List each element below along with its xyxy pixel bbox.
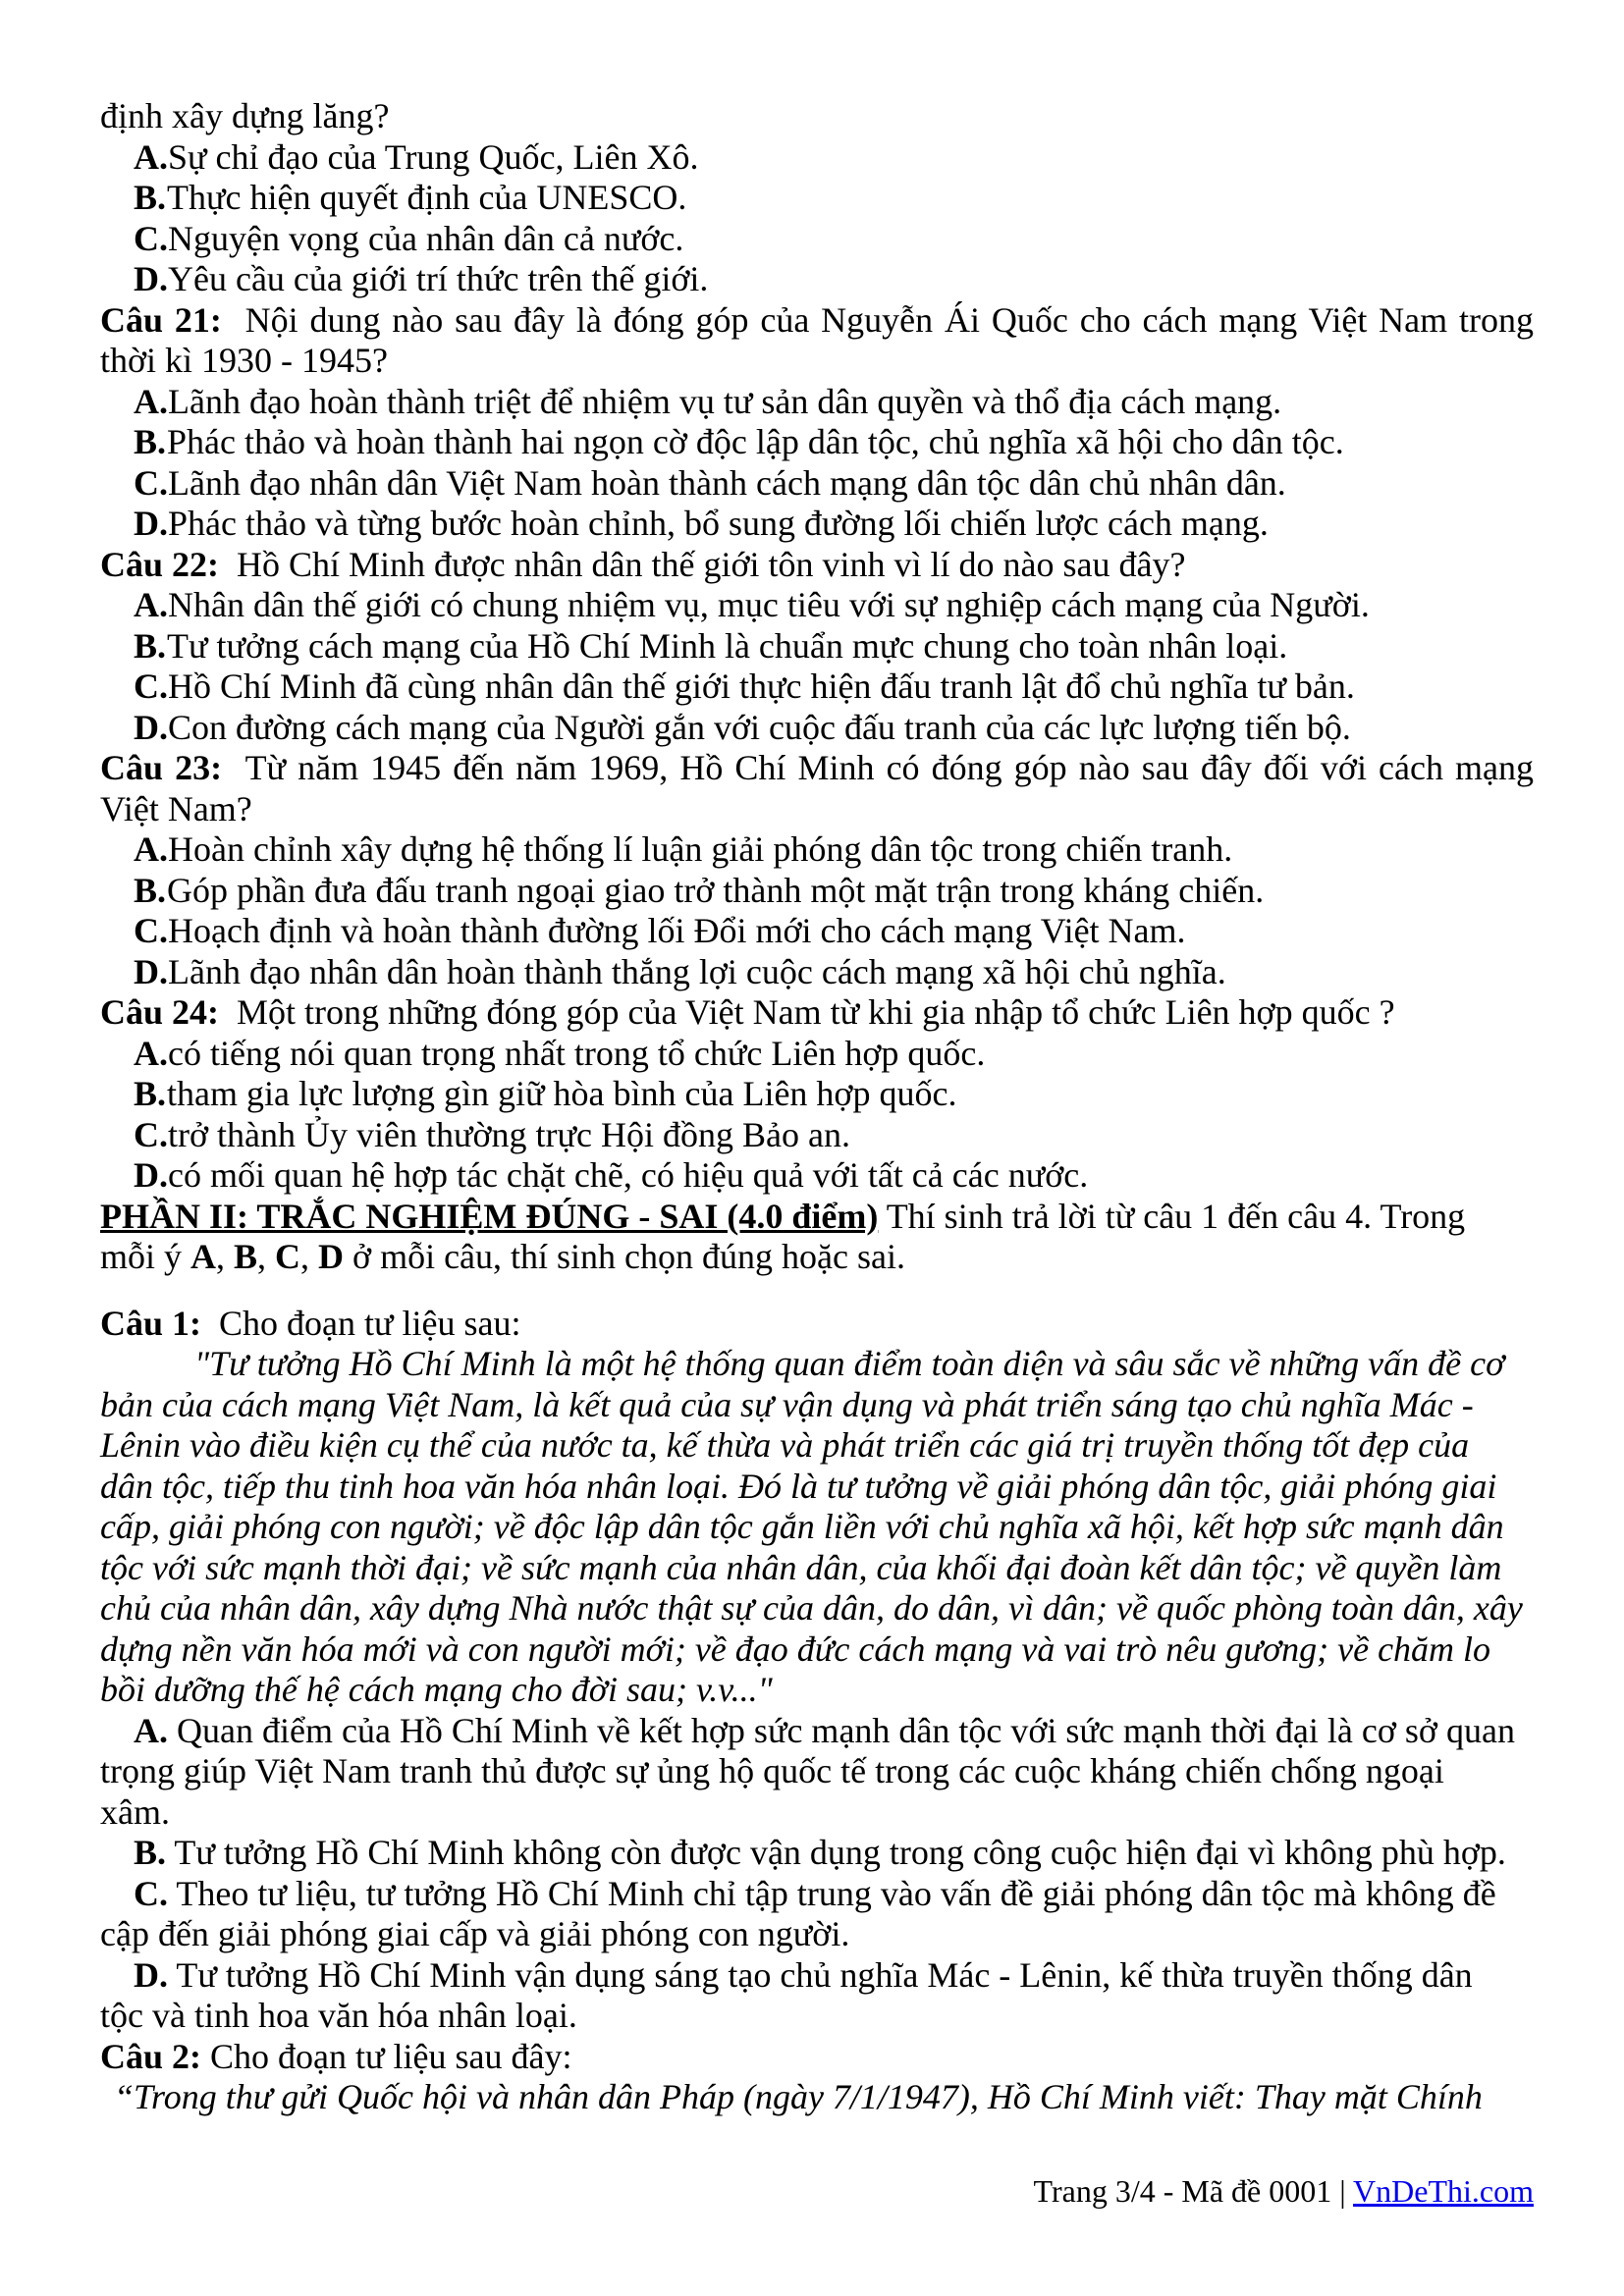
option-text: Con đường cách mạng của Người gắn với cuộc đấu tranh của các lực lượng tiến bộ. [168, 707, 1351, 747]
question-text: Hồ Chí Minh được nhân dân thế giới tôn vinh vì lí do nào sau đây? [237, 544, 1186, 584]
part2-heading [100, 1197, 1534, 1238]
letter-c: C [275, 1237, 301, 1276]
separator: , [216, 1237, 235, 1276]
statement-text: Theo tư liệu, tư tưởng Hồ Chí Minh chỉ tập trung vào vấn đề giải phóng dân tộc mà không đề [168, 1873, 1496, 1913]
letter-d: D [318, 1237, 345, 1276]
instruction-text: ở mỗi câu, thí sinh chọn đúng hoặc sai. [344, 1237, 905, 1276]
option-letter: A. [134, 136, 168, 177]
statement-letter: C. [134, 1873, 168, 1913]
exam-page [100, 96, 1534, 2118]
question-label: Câu 23: [100, 748, 223, 787]
q23-stem-line1 [100, 748, 1534, 789]
c1-statement-a-cont: xâm. [100, 1791, 170, 1832]
question-label: Câu 2: [100, 2036, 202, 2076]
separator: , [257, 1237, 276, 1276]
c1-quote-line: bản của cách mạng Việt Nam, là kết quả của sự vận dụng và phát triển sáng tạo chủ nghĩa Mác - [100, 1384, 1474, 1424]
option-letter: C. [134, 462, 168, 503]
q24-option-a [100, 1034, 1534, 1075]
option-letter: C. [134, 218, 168, 258]
c1-stem [100, 1304, 1534, 1345]
q20-option-c [100, 219, 1534, 260]
option-text: Nhân dân thế giới có chung nhiệm vụ, mục tiêu với sự nghiệp cách mạng của Người. [168, 585, 1370, 624]
q21-option-b [100, 422, 1534, 463]
option-letter: D. [134, 951, 168, 991]
statement-text: Tư tưởng Hồ Chí Minh vận dụng sáng tạo chủ nghĩa Mác - Lênin, kế thừa truyền thống dân [168, 1954, 1473, 1995]
option-text: Góp phần đưa đấu tranh ngoại giao trở thành một mặt trận trong kháng chiến. [167, 870, 1265, 910]
q22-option-a [100, 585, 1534, 626]
option-letter: A. [134, 381, 168, 421]
c1-statement-b [100, 1833, 1534, 1874]
question-text: Cho đoạn tư liệu sau: [219, 1303, 521, 1343]
option-letter: B. [134, 422, 167, 461]
c1-quote-line: dân tộc, tiếp thu tinh hoa văn hóa nhân loại. Đó là tư tưởng về giải phóng dân tộc, giải phóng giai [100, 1466, 1497, 1506]
c1-quote-line: Lênin vào điều kiện cụ thể của nước ta, kế thừa và phát triển các giá trị truyền thống tốt đẹp của [100, 1425, 1470, 1465]
c1-quote-line: cấp, giải phóng con người; về độc lập dân tộc gắn liền với chủ nghĩa xã hội, kết hợp sức mạnh dân [100, 1507, 1504, 1546]
c2-stem [100, 2037, 1534, 2078]
q20-option-a [100, 137, 1534, 179]
option-letter: B. [134, 1074, 167, 1113]
footer-text: Trang 3/4 - Mã đề 0001 | [1033, 2173, 1354, 2209]
question-label: Câu 22: [100, 544, 220, 584]
letter-a: A [190, 1237, 217, 1276]
option-text: Phác thảo và từng bước hoàn chỉnh, bổ sung đường lối chiến lược cách mạng. [168, 504, 1269, 543]
question-text: Nội dung nào sau đây là đóng góp của Nguyễn Ái Quốc cho cách mạng Việt Nam trong [244, 299, 1535, 340]
q24-option-c [100, 1115, 1534, 1156]
option-letter: D. [134, 259, 168, 298]
option-text: Hồ Chí Minh đã cùng nhân dân thế giới thực hiện đấu tranh lật đổ chủ nghĩa tư bản. [168, 667, 1355, 706]
option-letter: B. [134, 870, 167, 910]
option-letter: C. [134, 1114, 168, 1154]
option-text: Yêu cầu của giới trí thức trên thế giới. [168, 259, 709, 298]
question-label: Câu 24: [100, 992, 220, 1032]
q23-option-c [100, 911, 1534, 952]
question-label: Câu 1: [100, 1303, 202, 1343]
part2-title: PHẦN II: TRẮC NGHIỆM ĐÚNG - SAI (4.0 điểm) [100, 1196, 879, 1236]
q21-option-a [100, 382, 1534, 423]
question-text: Cho đoạn tư liệu sau đây: [201, 2036, 572, 2076]
q21-stem-line1 [100, 300, 1534, 342]
c1-quote-line: tộc với sức mạnh thời đại; về sức mạnh của nhân dân, của khối đại đoàn kết dân tộc; về quyền làm [100, 1547, 1502, 1587]
statement-text: Tư tưởng Hồ Chí Minh không còn được vận dụng trong công cuộc hiện đại vì không phù hợp. [166, 1833, 1506, 1872]
c1-quote-line: bồi dưỡng thế hệ cách mạng cho đời sau; v.v..." [100, 1670, 773, 1709]
q24-stem [100, 992, 1534, 1034]
q22-option-b [100, 626, 1534, 667]
option-letter: C. [134, 911, 168, 950]
part2-instruction: Thí sinh trả lời từ câu 1 đến câu 4. Trong [878, 1196, 1466, 1236]
spacer [100, 1278, 1534, 1304]
c1-statement-a [100, 1711, 1534, 1752]
q23-option-b [100, 871, 1534, 912]
footer-link[interactable]: VnDeThi.com [1353, 2173, 1534, 2209]
option-text: Thực hiện quyết định của UNESCO. [167, 178, 687, 217]
c1-statement-c-cont: cập đến giải phóng giai cấp và giải phóng con người. [100, 1914, 850, 1953]
c1-statement-d [100, 1955, 1534, 1997]
option-text: Nguyện vọng của nhân dân cả nước. [168, 218, 684, 258]
question-label: Câu 21: [100, 299, 222, 340]
option-letter: B. [134, 178, 167, 217]
option-letter: D. [134, 707, 168, 747]
option-letter: D. [134, 504, 168, 543]
option-text: Hoàn chỉnh xây dựng hệ thống lí luận giải phóng dân tộc trong chiến tranh. [168, 829, 1233, 869]
q20-tail: định xây dựng lăng? [100, 96, 390, 135]
q21-option-c [100, 463, 1534, 505]
option-text: có tiếng nói quan trọng nhất trong tổ chức Liên hợp quốc. [168, 1033, 986, 1073]
page-footer [1034, 2173, 1534, 2210]
option-letter: B. [134, 625, 167, 666]
q21-option-d [100, 504, 1534, 545]
c2-quote-line: “Trong thư gửi Quốc hội và nhân dân Pháp (ngày 7/1/1947), Hồ Chí Minh viết: Thay mặt Chính [114, 2077, 1483, 2116]
option-text: Lãnh đạo nhân dân hoàn thành thắng lợi cuộc cách mạng xã hội chủ nghĩa. [168, 951, 1226, 991]
c1-quote-line: "Tư tưởng Hồ Chí Minh là một hệ thống quan điểm toàn diện và sâu sắc về những vấn đề cơ [194, 1344, 1505, 1383]
question-text: Một trong những đóng góp của Việt Nam từ khi gia nhập tổ chức Liên hợp quốc ? [237, 992, 1395, 1032]
q22-stem [100, 545, 1534, 586]
option-text: Sự chỉ đạo của Trung Quốc, Liên Xô. [168, 136, 699, 177]
question-text: Từ năm 1945 đến năm 1969, Hồ Chí Minh có đóng góp nào sau đây đối với cách mạng [244, 748, 1534, 787]
option-text: Lãnh đạo hoàn thành triệt để nhiệm vụ tư sản dân quyền và thổ địa cách mạng. [168, 381, 1282, 421]
c1-statement-d-cont: tộc và tinh hoa văn hóa nhân loại. [100, 1996, 577, 2035]
option-text: Lãnh đạo nhân dân Việt Nam hoàn thành cách mạng dân tộc dân chủ nhân dân. [168, 462, 1286, 503]
q23-stem-line2: Việt Nam? [100, 788, 252, 828]
statement-letter: A. [134, 1710, 168, 1750]
c1-statement-a-cont: trọng giúp Việt Nam tranh thủ được sự ủng hộ quốc tế trong các cuộc kháng chiến chống ngoại [100, 1751, 1444, 1790]
option-text: tham gia lực lượng gìn giữ hòa bình của Liên hợp quốc. [167, 1074, 957, 1113]
option-letter: C. [134, 667, 168, 706]
c1-quote-line: dựng nền văn hóa mới và con người mới; về đạo đức cách mạng và vai trò nêu gương; về chăm lo [100, 1629, 1491, 1669]
q21-stem-line2: thời kì 1930 - 1945? [100, 341, 389, 380]
statement-letter: D. [134, 1954, 168, 1995]
option-letter: D. [134, 1155, 168, 1195]
option-text: Hoạch định và hoàn thành đường lối Đổi mới cho cách mạng Việt Nam. [168, 911, 1186, 950]
q20-option-d [100, 259, 1534, 300]
q23-option-a [100, 829, 1534, 871]
q22-option-c [100, 667, 1534, 708]
letter-b: B [234, 1237, 258, 1276]
q23-option-d [100, 952, 1534, 993]
separator: , [300, 1237, 319, 1276]
q24-option-d [100, 1155, 1534, 1197]
c1-quote-line: chủ của nhân dân, xây dựng Nhà nước thật sự của dân, do dân, vì dân; về quốc phòng toàn dân, xây [100, 1588, 1523, 1628]
instruction-text: mỗi ý [100, 1237, 191, 1276]
option-letter: A. [134, 829, 168, 869]
option-letter: A. [134, 585, 168, 624]
option-text: trở thành Ủy viên thường trực Hội đồng Bảo an. [168, 1114, 850, 1154]
c1-statement-c [100, 1874, 1534, 1915]
statement-text: Quan điểm của Hồ Chí Minh về kết hợp sức mạnh dân tộc với sức mạnh thời đại là cơ sở quan [168, 1710, 1515, 1750]
option-text: có mối quan hệ hợp tác chặt chẽ, có hiệu quả với tất cả các nước. [168, 1155, 1089, 1195]
option-letter: A. [134, 1033, 168, 1073]
part2-instruction-line2 [100, 1237, 1534, 1278]
q24-option-b [100, 1074, 1534, 1115]
option-text: Phác thảo và hoàn thành hai ngọn cờ độc lập dân tộc, chủ nghĩa xã hội cho dân tộc. [167, 422, 1344, 461]
q20-option-b [100, 178, 1534, 219]
option-text: Tư tưởng cách mạng của Hồ Chí Minh là chuẩn mực chung cho toàn nhân loại. [167, 625, 1288, 666]
q22-option-d [100, 708, 1534, 749]
statement-letter: B. [134, 1833, 167, 1872]
